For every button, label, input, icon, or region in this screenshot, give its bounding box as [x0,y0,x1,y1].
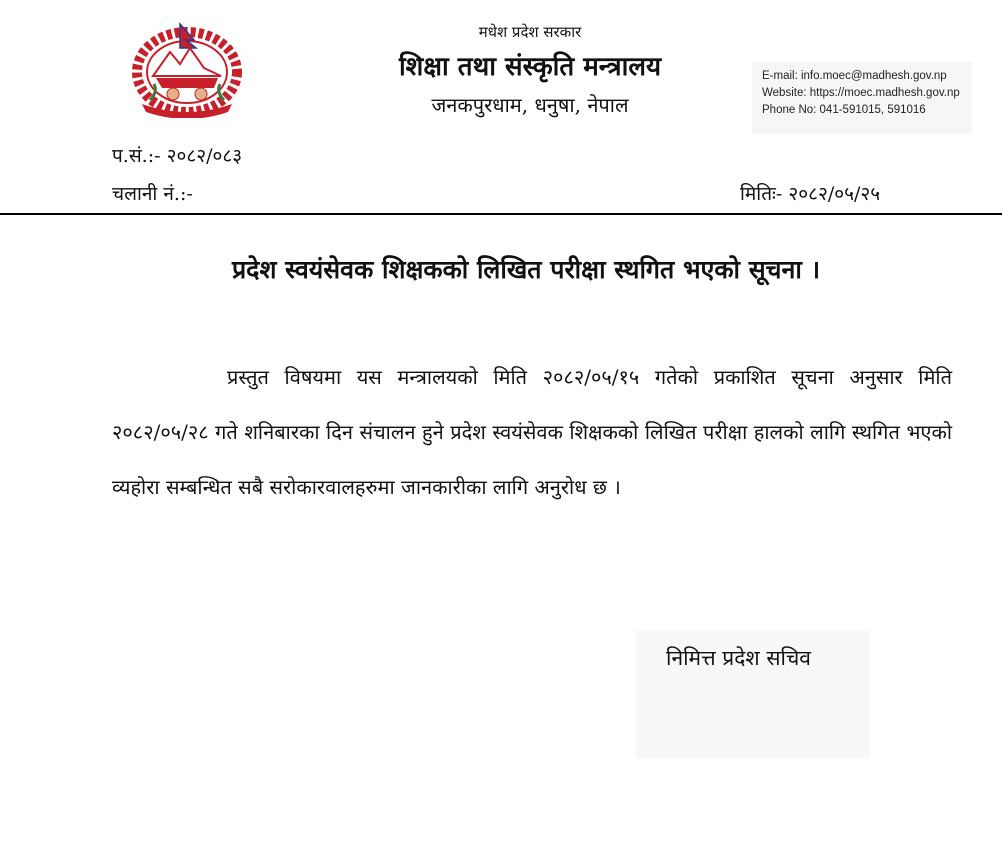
signatory-title: निमित्त प्रदेश सचिव [666,646,811,670]
contact-email: E-mail: info.moec@madhesh.gov.np [762,70,947,82]
contact-block [752,62,972,134]
ministry-name: शिक्षा तथा संस्कृति मन्त्रालय [398,52,662,82]
nepal-emblem-icon [128,18,246,118]
dispatch-number: चलानी नं.:- [112,183,193,205]
reference-number: प.सं.:- २०८२/०८३ [112,145,243,167]
letter-date: मितिः- २०८२/०५/२५ [740,183,881,205]
government-name: मधेश प्रदेश सरकार [478,23,582,41]
notice-body-text: प्रस्तुत विषयमा यस मन्त्रालयको मिति २०८२/०५/१५ गतेको प्रकाशित सूचना अनुसार मिति २०८२/०५/२८ गते शनिबारका दिन संचालन हुने प्रदेश स्वयंसेवक शिक्षकको लिखित परीक्षा हालको लागि स्थगित भएको व्यहोरा सम्बन्धित सबै सरोकारवालहरुमा जानकारीका लागि अनुरोध छ । [112,365,952,499]
header-divider [0,213,1002,215]
contact-phone: Phone No: 041-591015, 591016 [762,104,926,116]
letterhead [360,22,700,120]
contact-website: Website: https://moec.madhesh.gov.np [762,87,960,99]
notice-body [112,350,952,515]
notice-subject: प्रदेश स्वयंसेवक शिक्षकको लिखित परीक्षा स्थगित भएको सूचना । [231,255,821,284]
ministry-address: जनकपुरधाम, धनुषा, नेपाल [431,93,629,117]
